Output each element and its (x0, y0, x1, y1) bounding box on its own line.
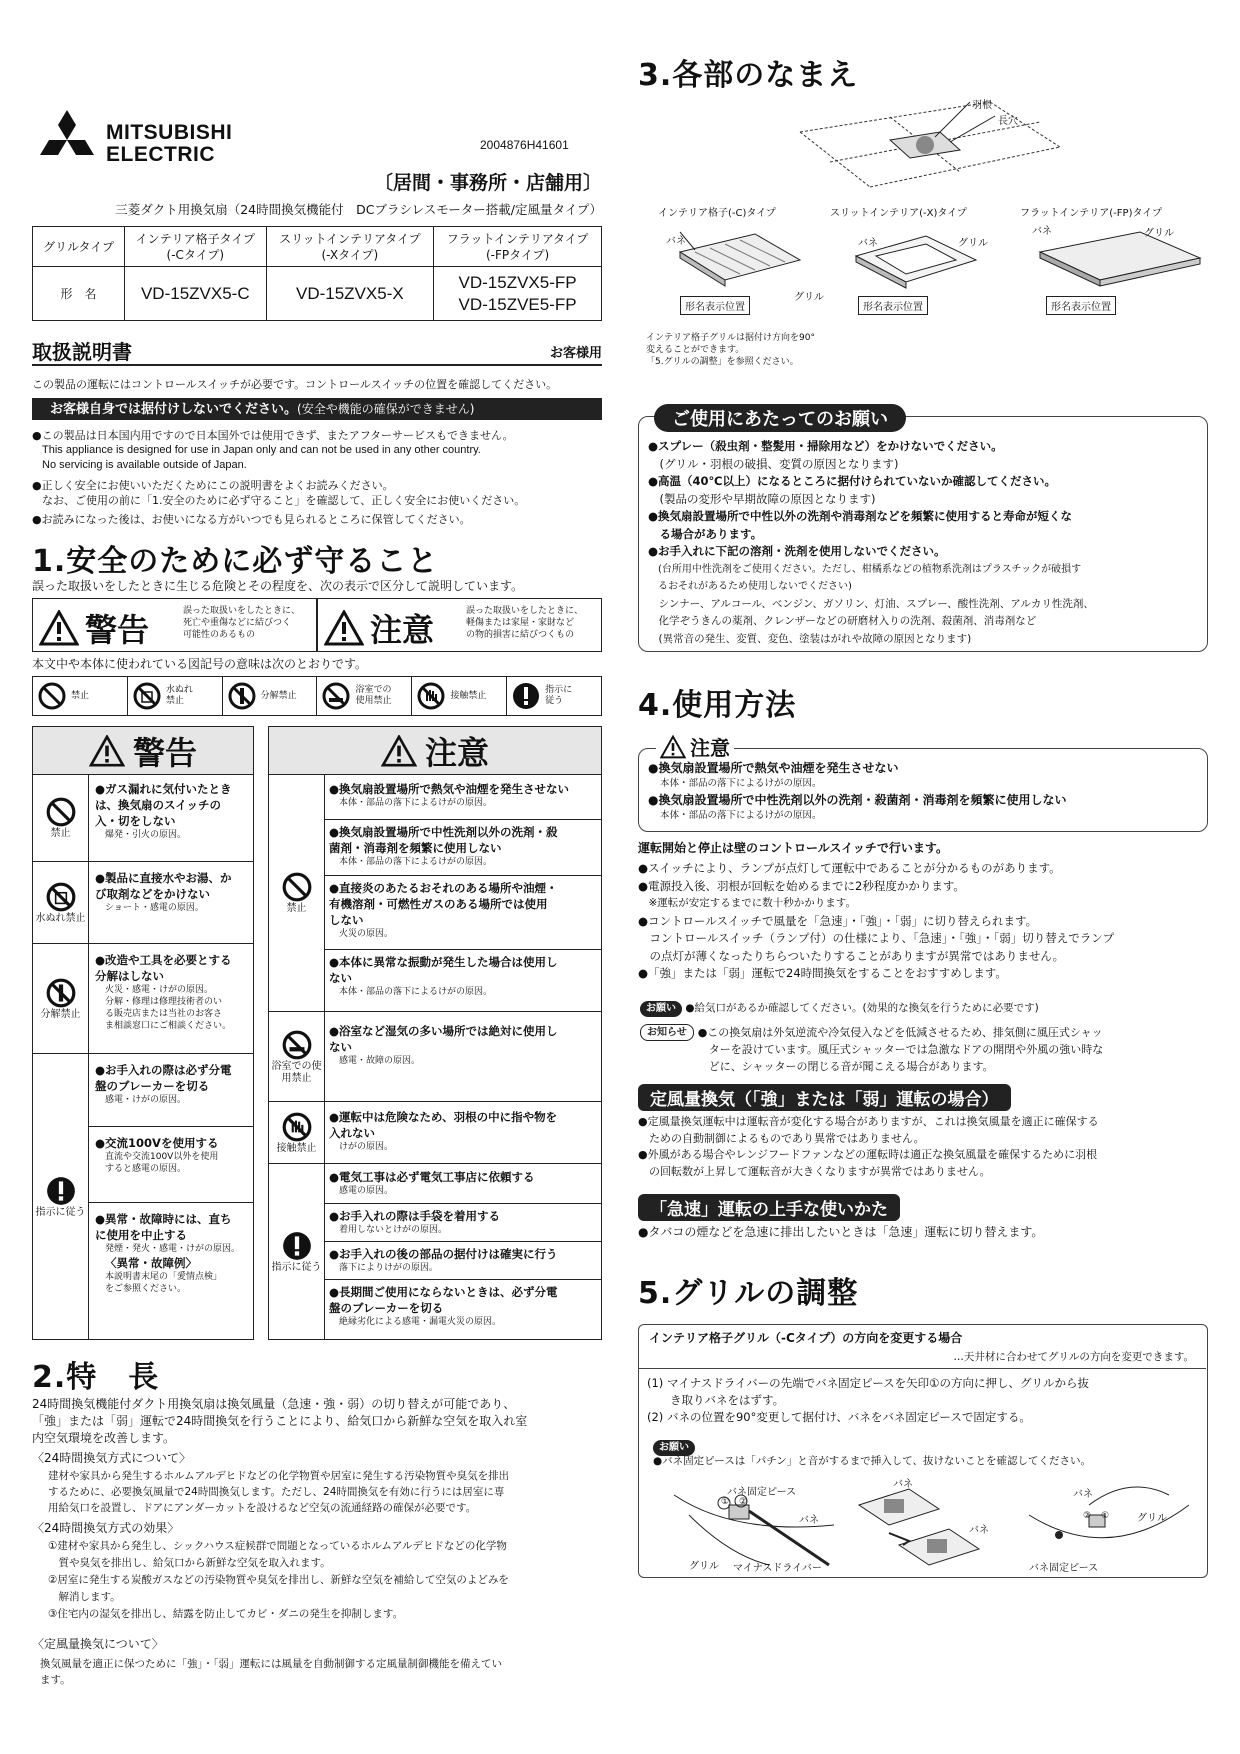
warning-panel-head: 警告 (33, 727, 253, 775)
section2-p2: ①建材や家具から発生し、シックハウス症候群で問題となっているホルムアルデヒドなどの化学物 質や臭気を排出し、給気口から新鮮な空気を取入れます。 ②居室に発生する炭酸ガスなどの汚染物質や臭気を排出し、新鮮な空気を補給して空気のよどみを 解消します。 ③住宅内の湿気を排出し、結露を防止してカビ・ダニの発生を抑制します。 (48, 1540, 509, 1620)
label-piece-3: バネ固定ピース (1029, 1563, 1099, 1574)
no-touch-icon (281, 1111, 313, 1143)
section2-h3: 〈定風量換気について〉 (32, 1637, 164, 1651)
manual-title: 取扱説明書 (32, 340, 132, 364)
type-x-header: スリットインテリアタイプ (-Xタイプ) (266, 227, 434, 267)
warning-item-gas: ●ガス漏れに気付いたとき は、換気扇のスイッチの 入・切をしない 爆発・引火の原因。 (95, 782, 232, 840)
grill-type-label: グリルタイプ (33, 227, 125, 267)
label-circle-2b: ② (1083, 1511, 1092, 1521)
caution-item-heat: ●換気扇設置場所で熱気や油煙を発生させない 本体・部品の落下によるけがの原因。 (329, 782, 570, 808)
symbol-prohibition: 禁止 (33, 677, 128, 715)
caution-item-reinstall: ●お手入れの後の部品の据付けは確実に行う 落下によりけがの原因。 (325, 1241, 601, 1274)
mitsubishi-logo (32, 110, 292, 170)
type-x-label: スリットインテリア(-X)タイプ (830, 208, 967, 219)
caution-item-vibration: ●本体に異常な振動が発生した場合は使用し ない 本体・部品の落下によるけがの原因。 (325, 949, 601, 998)
rapid-title: 「急速」運転の上手な使いかた (638, 1194, 900, 1221)
warning-desc: 誤った取扱いをしたときに、 死亡や重傷などに結びつく 可能性のあるもの (183, 606, 301, 640)
manual-title-bar (32, 336, 602, 366)
warning-panel (32, 726, 254, 1340)
rotate-figure (849, 1475, 989, 1575)
warning-legend: 警告 誤った取扱いをしたときに、 死亡や重傷などに結びつく 可能性のあるもの (32, 598, 317, 652)
warning-row-water: 水ぬれ禁止 ●製品に直接水やお湯、か び取剤などをかけない ショート・感電の原因。 (33, 861, 253, 943)
symbols-intro: 本文中や本体に使われている図記号の意味は次のとおりです。 (32, 657, 368, 671)
caution-panel-head: 注意 (269, 727, 601, 775)
warning-triangle-icon (39, 610, 79, 646)
label-spring-fp: バネ (1032, 226, 1052, 237)
usage-label: 〔居間・事務所・店舗用〕 (373, 172, 602, 194)
model-c: VD-15ZVX5-C (125, 267, 267, 321)
warning-triangle-icon (89, 735, 125, 767)
model-pos-fp: 形名表示位置 (1046, 296, 1116, 315)
section4-caution-label: 注意 (656, 732, 734, 761)
grill-direction-note: インテリア格子グリルは据付け方向を90° 変えることができます。 「5.グリルの調整」を参照ください。 (646, 333, 815, 367)
caution-item-electric: ●電気工事は必ず電気工事店に依頼する 感電の原因。 (329, 1170, 535, 1196)
section2-title: 2.特 長 (32, 1360, 160, 1395)
no-bathroom-icon (321, 681, 351, 711)
caution-item-flame: ●直接炎のあたるおそれのある場所や油煙・ 有機溶剤・可燃性ガスのある場所では使用 しない 火災の原因。 (325, 875, 601, 940)
no-water-icon (45, 881, 77, 913)
instruction-icon (45, 1175, 77, 1207)
section4-cautions: ●換気扇設置場所で熱気や油煙を発生させない 本体・部品の落下によるけがの原因。 ●換気扇設置場所で中性洗剤以外の洗剤・殺菌剤・消毒剤を頻繁に使用しない 本体・部品の落下によるけがの原因。 (648, 761, 1067, 821)
const-airflow-text: ●定風量換気運転中は運転音が変化する場合がありますが、これは換気風量を適正に確保する ための自動制御によるものであり異常ではありません。 ●外風がある場合やレンジフードファンなどの運転時は適正な換気風量を確保するために羽根 の回転数が上昇して運転音が大きくなりますが異常ではありません。 (638, 1115, 1099, 1178)
label-circle-1: ① (721, 1497, 730, 1507)
brand-line2: ELECTRIC (106, 143, 215, 166)
caution-item-detergent: ●換気扇設置場所で中性洗剤以外の洗剤・殺 菌剤・消毒剤を頻繁に使用しない 本体・部品の落下によるけがの原因。 (325, 819, 601, 868)
type-fp-header: フラットインテリアタイプ (-FPタイプ) (434, 227, 602, 267)
brand-line1: MITSUBISHI (106, 121, 233, 144)
symbol-no-water: 水ぬれ 禁止 (128, 677, 223, 715)
label-circle-2: ② (739, 1497, 748, 1507)
model-pos-c: 形名表示位置 (680, 296, 750, 315)
request-lines: ●スプレー（殺虫剤・整髪用・掃除用など）をかけないでください。 (グリル・羽根の破損、変質の原因となります) ●高温（40℃以上）になるところに据付けられていないか確認してください。 (製品の変形や早期故障の原因となります) ●換気扇設置場所で中性以外の洗剤や消毒剤などを頻繁に使用すると寿命が短くな る場合があります。 ●お手入れに下記の溶剤・洗剤を使用しないでください。 (台所用中性洗剤をご使用ください。ただし、柑橘系などの植物系洗剤はプラスチックが破損す るおそれがあるため使用しないでください) シンナー、アルコール、ベンジン、ガソリン、灯油、スプレー、酸性洗剤、アルカリ性洗剤、 化学ぞうきんの薬剤、クレンザーなどの研磨材入りの洗剤、殺菌剤、消毒剤など (異常音の発生、変質、変色、塗装はがれや故障の原因となります) (648, 439, 1094, 645)
warning-item-abnormal: ●異常・故障時には、直ち に使用を中止する 発煙・発火・感電・けがの原因。 〈異常・故障例〉 本説明書末尾の「愛情点検」 をご参照ください。 (89, 1202, 253, 1295)
section2-p3: 換気風量を適正に保つために「強」・「弱」運転には風量を自動制御する定風量制御機能を備えてい ます。 (40, 1658, 502, 1686)
warning-item-ac100v: ●交流100Vを使用する 直流や交流100V以外を使用 すると感電の原因。 (89, 1126, 253, 1175)
label-spring-fig2a: バネ (893, 1479, 913, 1490)
section4-lead: 運転開始と停止は壁のコントロールスイッチで行います。 (638, 841, 948, 855)
caution-item-humid: ●浴室など湿気の多い場所では絶対に使用し ない 感電・故障の原因。 (329, 1024, 558, 1066)
model-fp: VD-15ZVX5-FP VD-15ZVE5-FP (434, 267, 602, 321)
section4-title: 4.使用方法 (638, 688, 797, 723)
label-spring-x: バネ (858, 238, 878, 249)
prohibition-icon (281, 871, 313, 903)
label-hole: 長穴 (998, 116, 1018, 127)
caution-triangle-icon (324, 610, 364, 646)
section2-h2: 〈24時間換気方式の効果〉 (32, 1521, 180, 1535)
label-spring-fig2b: バネ (969, 1525, 989, 1536)
caution-row-prohibit: 禁止 (269, 775, 601, 1011)
caution-triangle-icon (660, 735, 686, 759)
document-number: 2004876H41601 (480, 138, 569, 152)
three-diamonds-icon (32, 110, 102, 170)
label-grill-fig3: グリル (1137, 1513, 1167, 1524)
section2-intro: 24時間換気機能付ダクト用換気扇は換気風量（急速・強・弱）の切り替えが可能であり、 「強」または「弱」運転で24時間換気を行うことにより、給気口から新鮮な空気を取入れ室 内空気環境を改善します。 (32, 1397, 528, 1445)
label-spring-c: バネ (666, 236, 686, 247)
grill-onegai-text: ●バネ固定ピースは「パチン」と音がするまで挿入して、抜けないことを確認してください。 (653, 1455, 1091, 1467)
intro-bullet-1: ●この製品は日本国内用ですので日本国外では使用できず、またアフターサービスもできません。 This appliance is designed for use in Japan only and can not be used in any other country. No servicing is available outside of Japan. (32, 429, 514, 471)
section2-p1: 建材や家具から発生するホルムアルデヒドなどの化学物質や居室に発生する汚染物質や臭気を排出 するために、必要換気風量で24時間換気します。ただし、24時間換気を有効に行うには居室に専 用給気口を設置し、ドアにアンダーカットを設けるなど空気の流通経路の確保が必要です。 (48, 1470, 510, 1514)
section3-title: 3.各部のなまえ (638, 58, 859, 93)
caution-triangle-icon (381, 735, 417, 767)
type-fp-label: フラットインテリア(-FP)タイプ (1020, 208, 1162, 219)
no-self-install-banner: お客様自身では据付けしないでください。(安全や機能の確保ができません) (32, 398, 602, 420)
type-c-label: インテリア格子(-C)タイプ (658, 208, 776, 219)
caution-row-bathroom: 浴室での使用禁止 (269, 1011, 601, 1101)
model-x: VD-15ZVX5-X (266, 267, 434, 321)
warning-item-breaker: ●お手入れの際は必ず分電 盤のブレーカーを切る 感電・けがの原因。 (95, 1063, 232, 1105)
label-grill-x: グリル (958, 238, 988, 249)
section4-oshirase: お知らせ ●この換気扇は外気逆流や冷気侵入などを低減させるため、排気側に風圧式シャッ ターを設けています。風圧式シャッターでは急激なドアの開閉や外風の強い時な どに、シャッターの閉じる音が聞こえる場合があります。 (640, 1024, 1212, 1075)
no-water-icon (132, 681, 162, 711)
caution-panel (268, 726, 602, 1340)
label-driver: マイナスドライバー (733, 1563, 822, 1574)
type-c-header: インテリア格子タイプ (-Cタイプ) (125, 227, 267, 267)
label-blade: 羽根 (972, 100, 992, 111)
symbol-instruction: 指示に 従う (507, 677, 601, 715)
caution-item-blade: ●運転中は危険なため、羽根の中に指や物を 入れない けがの原因。 (329, 1110, 558, 1152)
no-disassembly-icon (227, 681, 257, 711)
instruction-icon (511, 681, 541, 711)
caution-row-touch: 接触禁止 (269, 1101, 601, 1163)
symbol-no-disassembly: 分解禁止 (223, 677, 318, 715)
label-spring-fig3: バネ (1073, 1489, 1093, 1500)
grill-adjust-sub: …天井材に合わせてグリルの方向を変更できます。 (953, 1351, 1194, 1363)
intro-bullet-2: ●正しく安全にお使いいただくためにこの説明書をよくお読みください。 なお、ご使用の前に「1.安全のために必ず守ること」を確認して、正しく安全にお使いください。 (32, 479, 526, 507)
prohibition-icon (45, 796, 77, 828)
prohibition-icon (37, 681, 67, 711)
no-bathroom-icon (281, 1029, 313, 1061)
section4-onegai: お願い ●給気口があるか確認してください。(効果的な換気を行うために必要です) (640, 1000, 1039, 1017)
caution-legend: 注意 誤った取扱いをしたときに、 軽傷または家屋・家財など の物的損害に結びつくもの (317, 598, 602, 652)
label-grill-fp: グリル (1144, 228, 1174, 239)
model-name-label: 形 名 (33, 267, 125, 321)
const-airflow-title: 定風量換気（「強」または「弱」運転の場合） (638, 1084, 1011, 1111)
symbol-no-touch: 接触禁止 (412, 677, 507, 715)
section4-lines: ●スイッチにより、ランプが点灯して運転中であることが分かるものがあります。 ●電源投入後、羽根が回転を始めるまでに2秒程度かかります。 ※運転が安定するまでに数十秒かかります。 ●コントロールスイッチで風量を「急速」・「強」・「弱」に切り替えられます。 コントロールスイッチ（ランプ付）の仕様により、「急速」・「強」・「弱」切り替えでランプ の点灯が薄くなったりちらついたりすることがありますが異常ではありません。 ●「強」または「弱」運転で24時間換気をすることをおすすめします。 (638, 861, 1115, 980)
label-piece-1: バネ固定ピース (727, 1487, 797, 1498)
grill-onegai-tag: お願い (653, 1440, 695, 1456)
caution-desc: 誤った取扱いをしたときに、 軽傷または家屋・家財など の物的損害に結びつくもの (466, 606, 584, 640)
model-pos-x: 形名表示位置 (858, 296, 928, 315)
symbol-no-bathroom: 浴室での 使用禁止 (317, 677, 412, 715)
warning-item-disassembly: ●改造や工具を必要とする 分解はしない 火災・感電・けがの原因。 分解・修理は修理技術者のい る販売店または当社のお客さ ま相談窓口にご相談ください。 (95, 953, 232, 1031)
ceiling-diagram (790, 92, 1070, 192)
rapid-text: ●タバコの煙などを急速に排出したいときは「急速」運転に切り替えます。 (638, 1225, 1044, 1239)
warning-item-water: ●製品に直接水やお湯、か び取剤などをかけない ショート・感電の原因。 (95, 871, 232, 913)
control-switch-note: この製品の運転にはコントロールスイッチが必要です。コントロールスイッチの位置を確認してください。 (32, 378, 558, 391)
for-customer: お客様用 (549, 346, 602, 361)
warning-row-instruction: 指示に従う ●お手入れの際は必ず分電 盤のブレーカーを切る 感電・けがの原因。 ●交流100Vを使用する 直流や交流100V以外を使用 すると感電の原因。 ●異常・故障時には、直ち に使用を中止する 発煙・発火・感電・けがの原因。 〈異常・故障例〉 本説明書末尾の「愛情点検」 をご参照ください。 (33, 1053, 253, 1339)
intro-bullet-3: ●お読みになった後は、お使いになる方がいつでも見られるところに保管してください。 (32, 513, 471, 526)
model-table (32, 226, 602, 321)
symbol-legend-row (32, 676, 602, 716)
caution-row-instruction: 指示に従う (269, 1163, 601, 1339)
section5-title: 5.グリルの調整 (638, 1276, 859, 1311)
label-spring-fig1: バネ (799, 1515, 819, 1526)
product-subtitle: 三菱ダクト用換気扇（24時間換気機能付 DCブラシレスモーター搭載/定風量タイプ） (115, 202, 602, 217)
warning-row-disassembly: 分解禁止 ●改造や工具を必要とする 分解はしない 火災・感電・けがの原因。 分解・修理は修理技術者のい る販売店または当社のお客さ ま相談窓口にご相談ください。 (33, 943, 253, 1053)
label-grill-fig1: グリル (689, 1561, 719, 1572)
grill-adjust-steps: (1) マイナスドライバーの先端でバネ固定ピースを矢印①の方向に押し、グリルから抜 き取りバネをはずす。 (2) バネの位置を90°変更して据付け、バネをバネ固定ピースで固定する。 (647, 1376, 1089, 1424)
request-title: ご使用にあたってのお願い (654, 404, 906, 432)
caution-item-gloves: ●お手入れの際は手袋を着用する 着用しないとけがの原因。 (325, 1203, 601, 1236)
no-disassembly-icon (45, 977, 77, 1009)
instruction-icon (281, 1230, 313, 1262)
label-circle-1b: ① (1101, 1511, 1110, 1521)
grill-adjust-box (638, 1324, 1208, 1578)
label-grill-c: グリル (794, 292, 824, 303)
section1-title: 1.安全のために必ず守ること (32, 544, 439, 579)
section1-intro: 誤った取扱いをしたときに生じる危険とその程度を、次の表示で区分して説明しています。 (32, 579, 524, 593)
grill-fp-drawing (1030, 222, 1210, 302)
no-touch-icon (416, 681, 446, 711)
warning-row-prohibit: 禁止 ●ガス漏れに気付いたとき は、換気扇のスイッチの 入・切をしない 爆発・引火の原因。 (33, 775, 253, 861)
grill-adjust-title: インテリア格子グリル（-Cタイプ）の方向を変更する場合 (649, 1331, 963, 1345)
section2-h1: 〈24時間換気方式について〉 (32, 1451, 192, 1465)
caution-item-long-unused: ●長期間ご使用にならないときは、必ず分電 盤のブレーカーを切る 絶縁劣化による感電・漏電火災の原因。 (325, 1279, 601, 1328)
